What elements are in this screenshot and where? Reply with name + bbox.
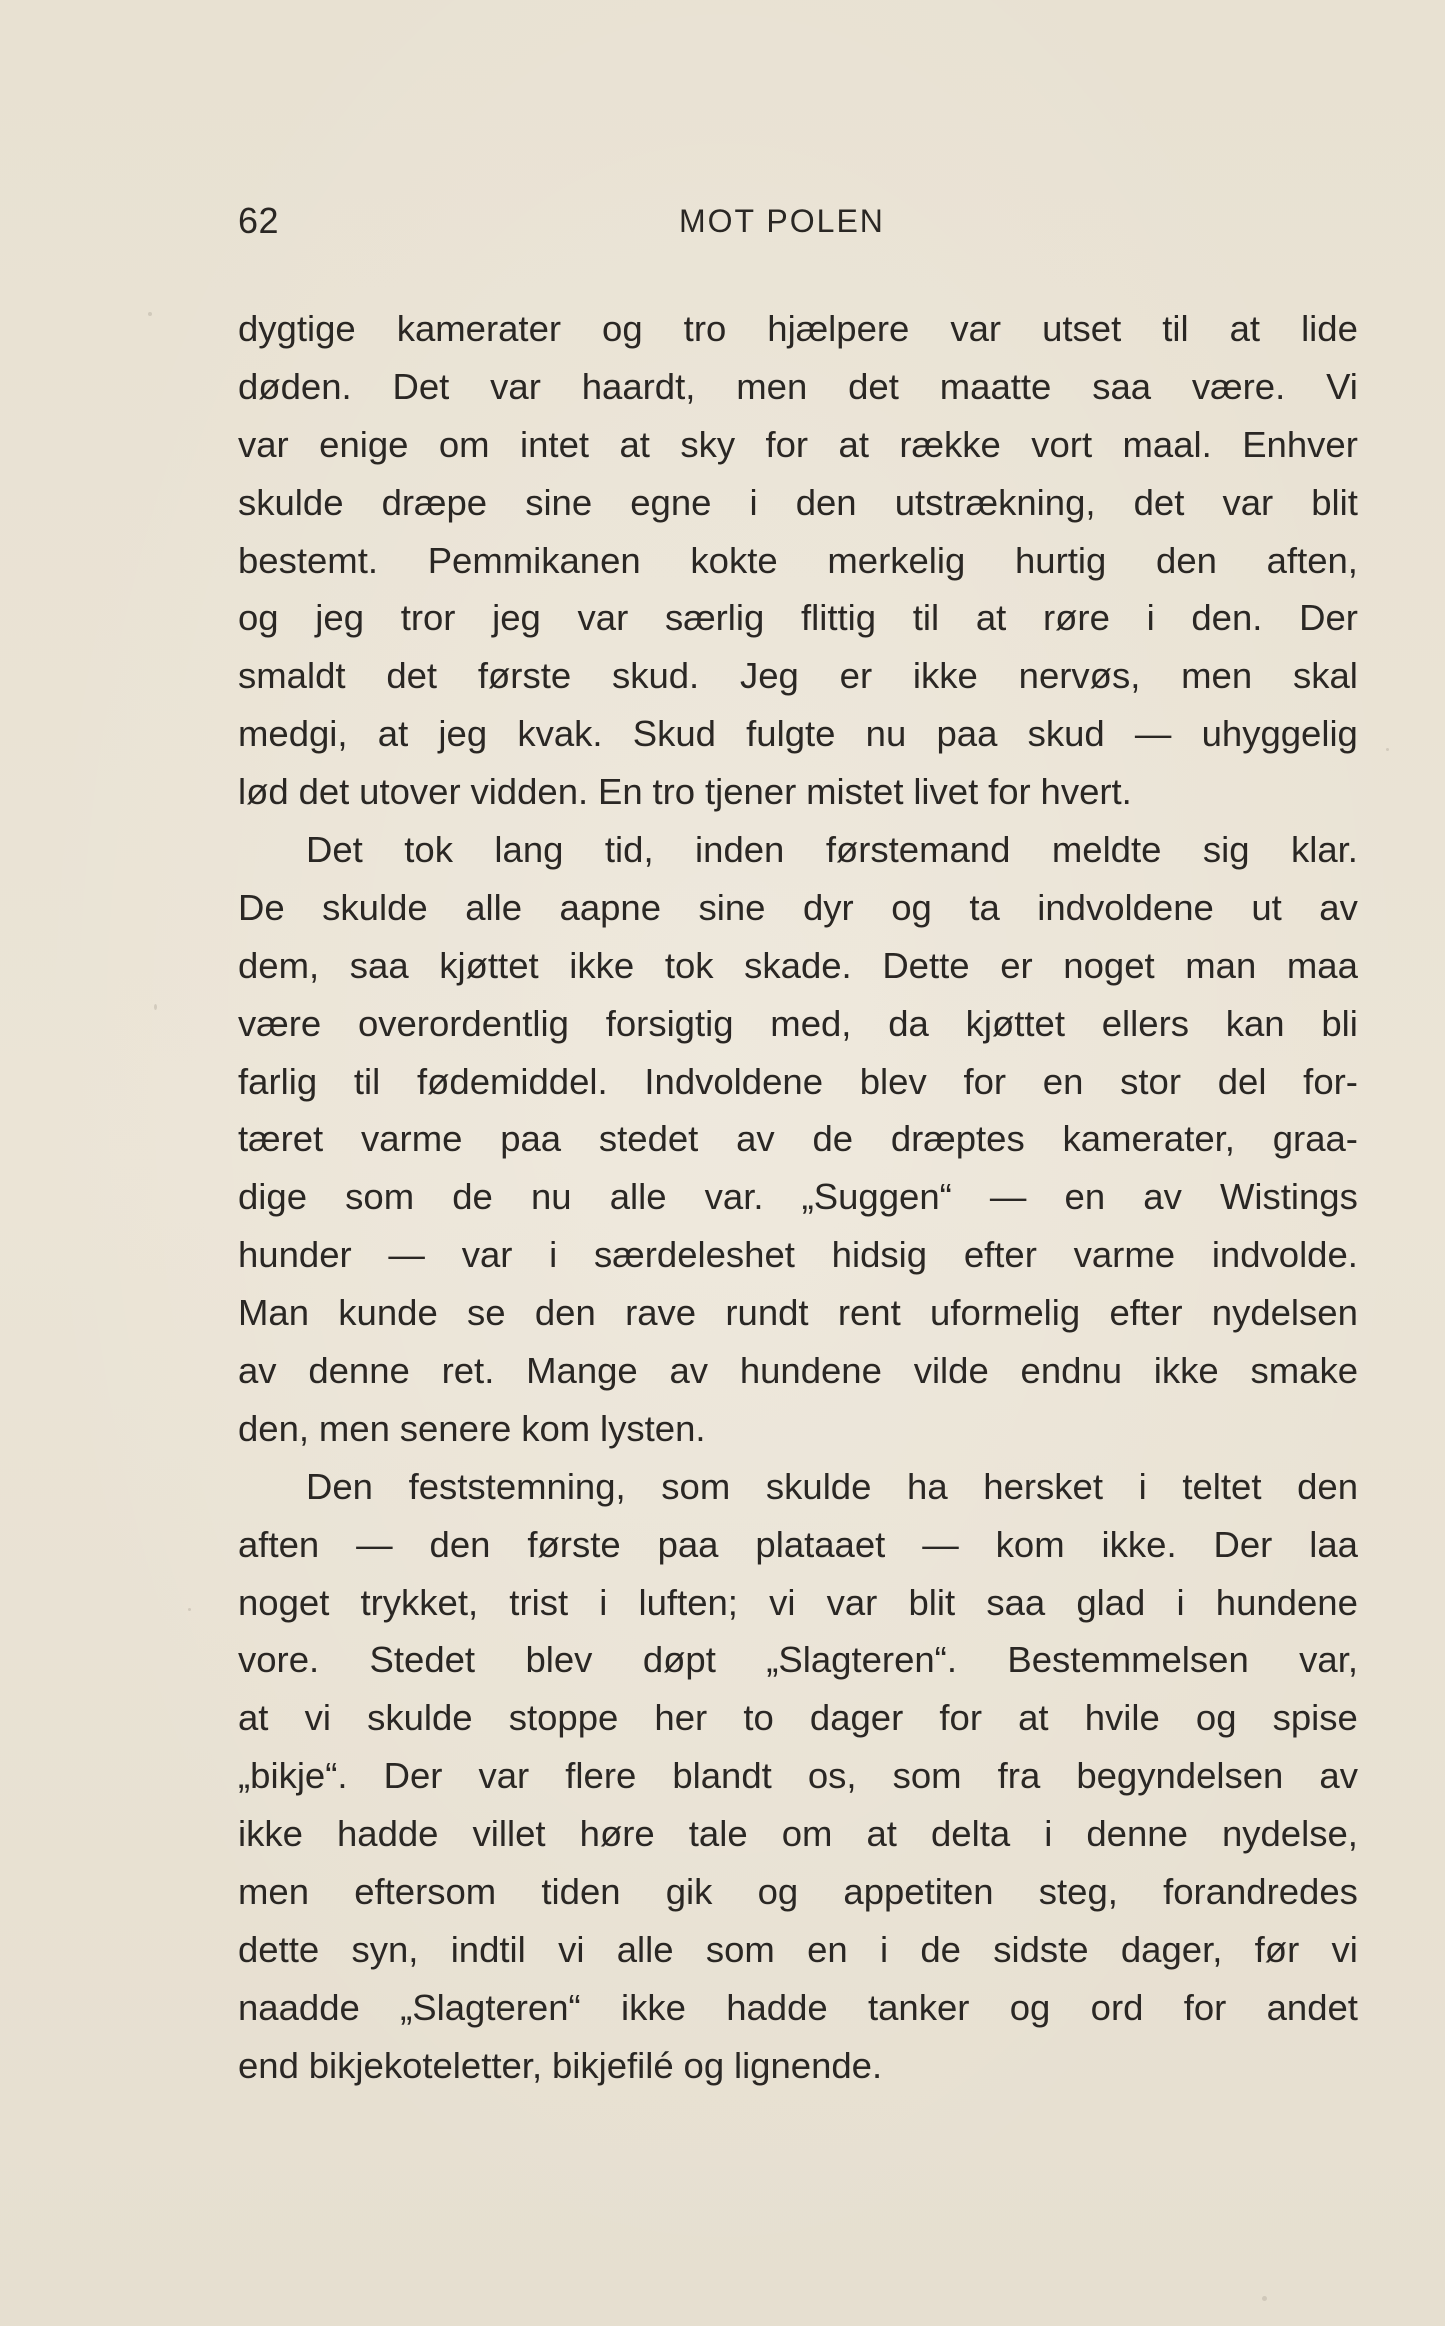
text-line: dem, saa kjøttet ikke tok skade. Dette er noget man maa <box>238 944 1358 986</box>
text-line: end bikjekoteletter, bikjefilé og lignende. <box>238 2044 883 2086</box>
text-line: lød det utover vidden. En tro tjener mistet livet for hvert. <box>238 771 1132 813</box>
text-line: farlig til fødemiddel. Indvoldene blev for en stor del for- <box>238 1060 1358 1102</box>
paper-speck <box>1386 748 1389 751</box>
page-header <box>238 196 1358 246</box>
text-line: og jeg tror jeg var særlig flittig til at røre i den. Der <box>238 597 1358 639</box>
text-line: hunder — var i særdeleshet hidsig efter varme indvolde. <box>238 1234 1358 1276</box>
text-line: var enige om intet at sky for at række vort maal. Enhver <box>238 423 1358 465</box>
paper-speck <box>1262 2296 1267 2301</box>
paper-speck <box>188 1608 191 1611</box>
paper-speck <box>154 1004 157 1010</box>
text-line: skulde dræpe sine egne i den utstrækning, det var blit <box>238 481 1358 523</box>
page-number: 62 <box>238 200 280 241</box>
text-line: av denne ret. Mange av hundene vilde endnu ikke smake <box>238 1350 1358 1392</box>
text-line: Den feststemning, som skulde ha hersket i teltet den <box>306 1465 1358 1507</box>
text-line: naadde „Slagteren“ ikke hadde tanker og ord for andet <box>238 1986 1358 2028</box>
body-text <box>238 300 1358 2095</box>
text-line: „bikje“. Der var flere blandt os, som fra begyndelsen av <box>238 1755 1358 1797</box>
text-line: dette syn, indtil vi alle som en i de sidste dager, før vi <box>238 1928 1358 1970</box>
text-line: vore. Stedet blev døpt „Slagteren“. Bestemmelsen var, <box>238 1639 1358 1681</box>
text-line: aften — den første paa plataaet — kom ikke. Der laa <box>238 1523 1358 1565</box>
text-line: medgi, at jeg kvak. Skud fulgte nu paa skud — uhyggelig <box>238 713 1358 755</box>
text-line: noget trykket, trist i luften; vi var blit saa glad i hundene <box>238 1581 1358 1623</box>
text-line: ikke hadde villet høre tale om at delta i denne nydelse, <box>238 1813 1358 1855</box>
text-line: døden. Det var haardt, men det maatte saa være. Vi <box>238 365 1358 407</box>
text-line: bestemt. Pemmikanen kokte merkelig hurtig den aften, <box>238 539 1358 581</box>
text-line: men eftersom tiden gik og appetiten steg, forandredes <box>238 1871 1358 1913</box>
text-line: tæret varme paa stedet av de dræptes kamerater, graa- <box>238 1118 1358 1160</box>
text-line: dige som de nu alle var. „Suggen“ — en av Wistings <box>238 1176 1358 1218</box>
text-line: den, men senere kom lysten. <box>238 1407 706 1449</box>
text-line: Det tok lang tid, inden førstemand meldte sig klar. <box>306 829 1358 871</box>
running-title: MOT POLEN <box>679 203 885 239</box>
text-line: dygtige kamerater og tro hjælpere var utset til at lide <box>238 308 1358 349</box>
text-line: De skulde alle aapne sine dyr og ta indvoldene ut av <box>238 886 1358 928</box>
text-line: være overordentlig forsigtig med, da kjøttet ellers kan bli <box>238 1002 1358 1044</box>
text-line: at vi skulde stoppe her to dager for at hvile og spise <box>238 1697 1358 1739</box>
text-line: Man kunde se den rave rundt rent uformelig efter nydelsen <box>238 1292 1358 1334</box>
paper-speck <box>148 312 152 316</box>
text-line: smaldt det første skud. Jeg er ikke nervøs, men skal <box>238 655 1358 697</box>
